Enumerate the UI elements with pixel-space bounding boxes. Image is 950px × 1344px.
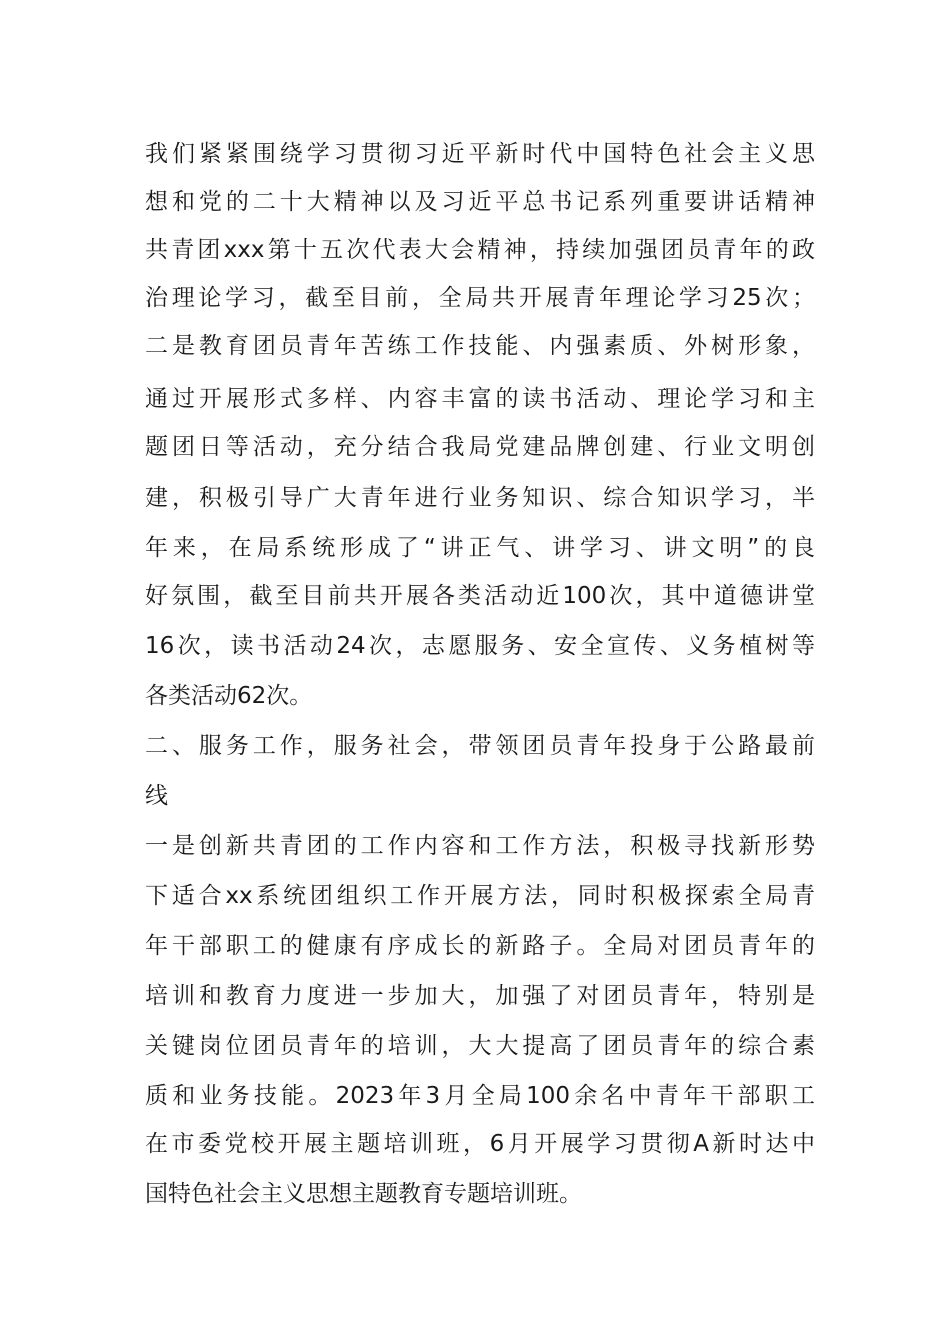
paragraph-line: 通过开展形式多样、内容丰富的读书活动、理论学习和主 [145,386,815,412]
section-heading-line: 线 [145,783,168,809]
paragraph-line: 下适合xx系统团组织工作开展方法，同时积极探索全局青 [145,883,815,909]
paragraph-line: 16次，读书活动24次，志愿服务、安全宣传、义务植树等 [145,633,815,659]
paragraph-line: 关键岗位团员青年的培训，大大提高了团员青年的综合素 [145,1033,815,1059]
paragraph-line: 一是创新共青团的工作内容和工作方法，积极寻找新形势 [145,833,815,859]
paragraph-line: 国特色社会主义思想主题教育专题培训班。 [145,1181,582,1207]
paragraph-line: 好氛围，截至目前共开展各类活动近100次，其中道德讲堂 [145,583,815,609]
paragraph-line: 我们紧紧围绕学习贯彻习近平新时代中国特色社会主义思 [145,141,815,167]
paragraph-line: 建，积极引导广大青年进行业务知识、综合知识学习，半 [145,485,815,511]
paragraph-line: 年干部职工的健康有序成长的新路子。全局对团员青年的 [145,933,815,959]
paragraph-line: 题团日等活动，充分结合我局党建品牌创建、行业文明创 [145,434,815,460]
paragraph-line: 二是教育团员青年苦练工作技能、内强素质、外树形象， [145,333,815,359]
paragraph-line: 在市委党校开展主题培训班，6月开展学习贯彻A新时达中 [145,1131,815,1157]
paragraph-line: 治理论学习，截至目前，全局共开展青年理论学习25次； [145,285,815,311]
paragraph-line: 想和党的二十大精神以及习近平总书记系列重要讲话精神 [145,189,815,215]
paragraph-line: 共青团xxx第十五次代表大会精神，持续加强团员青年的政 [145,237,815,263]
paragraph-line: 年来，在局系统形成了“讲正气、讲学习、讲文明”的良 [145,535,815,561]
paragraph-line: 各类活动62次。 [145,683,313,709]
section-heading-line: 二、服务工作，服务社会，带领团员青年投身于公路最前 [145,733,815,759]
paragraph-line: 培训和教育力度进一步加大，加强了对团员青年，特别是 [145,983,815,1009]
paragraph-line: 质和业务技能。2023年3月全局100余名中青年干部职工 [145,1083,815,1109]
